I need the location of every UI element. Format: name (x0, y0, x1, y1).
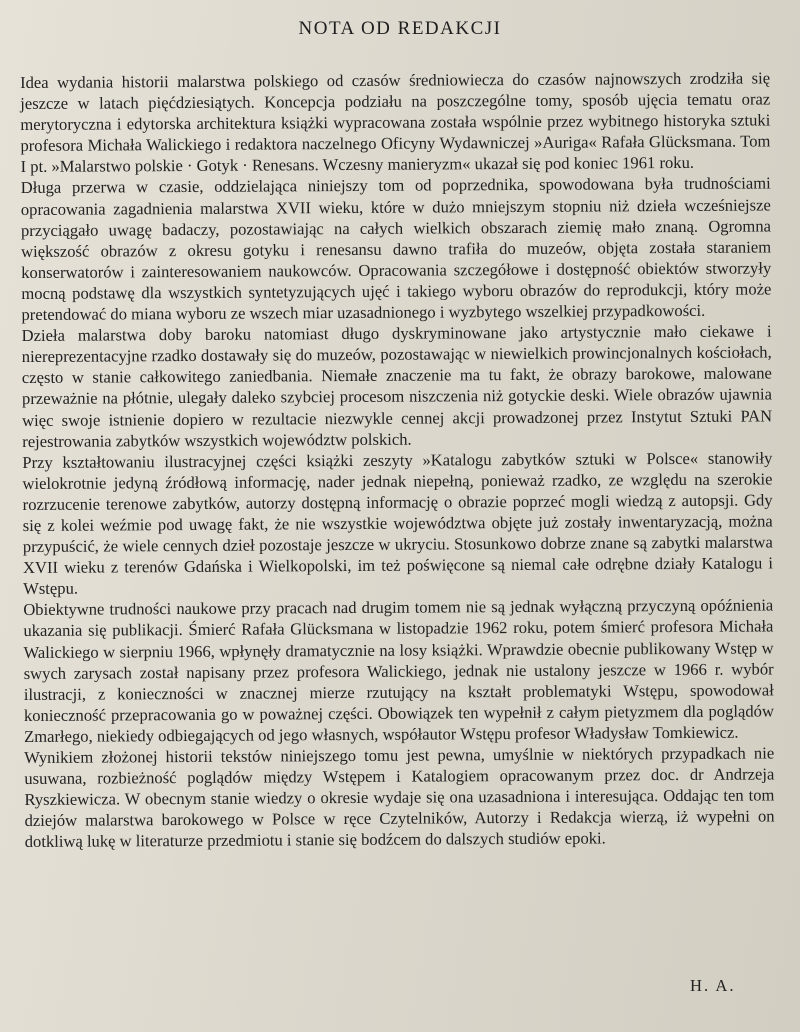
paragraph-2: Długa przerwa w czasie, oddzielająca niniejszy tom od poprzednika, spowodowana była trudnościami opracowania zagadnienia malarstwa XVII wieku, które w dużo mniejszym stopniu niż dzieła wcześniejsze przyciągało uwagę badaczy, pozostawiając na całych wielkich obszarach ziemię mało znaną. Ogromna większość obrazów z okresu gotyku i renesansu dawno trafiła do muzeów, objęta została staraniem konserwatorów i zainteresowaniem naukowców. Opracowania szczegółowe i dostępność obiektów stworzyły mocną podstawę dla wszystkich syntetyzujących ujęć i takiego wyboru obrazów do reprodukcji, który może pretendować do miana wyboru ze wszech miar uzasadnionego i wyzbytego wszelkiej przypadkowości. (20, 173, 772, 325)
page-title: NOTA OD REDAKCJI (298, 18, 502, 39)
paragraph-3: Dzieła malarstwa doby baroku natomiast długo dyskryminowane jako artystycznie mało ciekawe i niereprezentacyjne rzadko dostawały się do muzeów, pozostawając w niewielkich prowincjonalnych kościołach, często w stanie całkowitego zaniedbania. Niemałe znaczenie ma tu fakt, że obrazy barokowe, malowane przeważnie na płótnie, ulegały daleko szybciej procesom niszczenia niż gotyckie deski. Wiele obrazów ujawnia więc swoje istnienie dopiero w rezultacie niezwykle cennej akcji prowadzonej przez Instytut Sztuki PAN rejestrowania zabytków wszystkich województw polskich. (21, 321, 773, 451)
paragraph-5: Obiektywne trudności naukowe przy pracach nad drugim tomem nie są jednak wyłączną przyczyną opóźnienia ukazania się publikacji. Śmierć Rafała Glücksmana w listopadzie 1962 roku, potem śmierć profesora Michała Walickiego w sierpniu 1966, wpłynęły dramatycznie na losy książki. Wprawdzie obecnie publikowany Wstęp w swych zarysach został napisany przez profesora Walickiego, jednak nie ustalony jeszcze w 1966 r. wybór ilustracji, z konieczności w znacznej mierze rzutujący na kształt problematyki Wstępu, spowodował konieczność przepracowania go w poważnej części. Obowiązek ten wypełnił z całym pietyzmem dla poglądów Zmarłego, niekiedy odbiegających od jego własnych, współautor Wstępu profesor Władysław Tomkiewicz. (23, 595, 774, 746)
body-text (20, 67, 775, 852)
paragraph-4: Przy kształtowaniu ilustracyjnej części książki zeszyty »Katalogu zabytków sztuki w Polsce« stanowiły wielokrotnie jedyną źródłową informację, nader jednak niepełną, ponieważ rzadko, ze względu na szerokie rozrzucenie terenowe zabytków, autorzy dostępną informację o obrazie poprzeć mogli wiedzą z autopsji. Gdy się z kolei weźmie pod uwagę fakt, że nie wszystkie województwa objęte już zostały inwentaryzacją, można przypuścić, że wiele cennych dzieł pozostaje jeszcze w ukryciu. Stosunkowo dobrze znane są zabytki malarstwa XVII wieku z terenów Gdańska i Wielkopolski, im też poświęcone są niemal całe odrębne działy Katalogu i Wstępu. (22, 448, 774, 599)
signature-initials: H. A. (690, 976, 736, 995)
paragraph-1: Idea wydania historii malarstwa polskiego od czasów średniowiecza do czasów najnowszych zrodziła się jeszcze w latach pięćdziesiątych. Koncepcja podziału na poszczególne tomy, sposób ujęcia tematu oraz merytoryczna i edytorska architektura książki wypracowana została wspólnie przez wybitnego historyka sztuki profesora Michała Walickiego i redaktora naczelnego Oficyny Wydawniczej »Auriga« Rafała Glücksmana. Tom I pt. »Malarstwo polskie · Gotyk · Renesans. Wczesny manieryzm« ukazał się pod koniec 1961 roku. (20, 68, 771, 177)
paragraph-6: Wynikiem złożonej historii tekstów niniejszego tomu jest pewna, umyślnie w niektórych przypadkach nie usuwana, rozbieżność poglądów między Wstępem i Katalogiem opracowanym przez doc. dr Andrzeja Ryszkiewicza. W obecnym stanie wiedzy o okresie wydaje się ona uzasadniona i interesująca. Oddając ten tom dziejów malarstwa barokowego w Polsce w ręce Czytelników, Autorzy i Redakcja wierzą, iż wypełni on dotkliwą lukę w literaturze przedmiotu i stanie się bodźcem do dalszych studiów epoki. (24, 743, 775, 852)
